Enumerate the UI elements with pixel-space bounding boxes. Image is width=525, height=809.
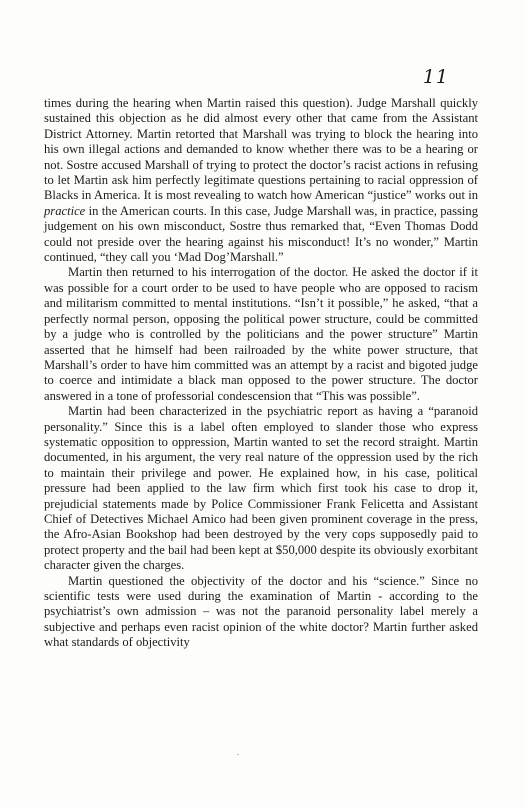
- text-segment: Martin had been characterized in the psychiatric report as having a “paranoid personality.” Since this is a label often employed to slander those who express systematic opposition to oppression, Martin wanted to set the record straight. Martin documented, in his argument, the very real nature of the oppression used by the rich to maintain their privilege and power. He explained how, in his case, political pressure had been applied to the law firm which first took his case to drop it, prejudicial statements made by Police Commissioner Frank Felicetta and Assistant Chief of Detectives Michael Amico had been given prominent coverage in the press, the Afro-Asian Bookshop had been destroyed by the very cops supposedly paid to protect property and the bail had been kept at $50,000 despite its obviously exorbitant character given the charges.: [44, 404, 478, 573]
- paragraph: [44, 574, 478, 651]
- text-segment: in the American courts. In this case, Judge Marshall was, in practice, passing judgement on his own misconduct, Sostre thus remarked that, “Even Thomas Dodd could not preside over the hearing against his misconduct! It’s no wonder,” Martin continued, “they call you ‘Mad Dog’Marshall.”: [44, 203, 478, 265]
- text-segment: times during the hearing when Martin raised this question). Judge Marshall quickly sustained this objection as he did almost every other that came from the Assistant District Attorney. Martin retorted that Marshall was trying to block the hearing into his own illegal actions and demanded to know whether there was to be a hearing or not. Sostre accused Marshall of trying to protect the doctor’s racist actions in refusing to let Martin ask him perfectly legitimate questions pertaining to racial oppression of Blacks in America. It is most revealing to watch how American “justice” works out in: [44, 96, 478, 203]
- body-text: [44, 96, 478, 651]
- text-segment: Martin then returned to his interrogation of the doctor. He asked the doctor if it was possible for a court order to be used to have people who are opposed to racism and militarism committed to mental institutions. “Isn’t it possible,” he asked, “that a perfectly normal person, opposing the political power structure, could be committed by a judge who is controlled by the politicians and the power structure” Martin asserted that he himself had been railroaded by the white power structure, that Marshall’s order to have him committed was an attempt by a racist and bigoted judge to coerce and intimidate a black man opposed to the power structure. The doctor answered in a tone of professorial condescension that “This was possible”.: [44, 265, 478, 403]
- paragraph: [44, 96, 478, 265]
- text-segment: Martin questioned the objectivity of the doctor and his “science.” Since no scientific tests were used during the examination of Martin - according to the psychiatrist’s own admission – was not the paranoid personality label merely a subjective and perhaps even racist opinion of the white doctor? Martin further asked what standards of objectivity: [44, 573, 478, 650]
- page-mark: .: [237, 747, 240, 757]
- paragraph: [44, 265, 478, 404]
- page-number: 11: [422, 66, 449, 88]
- paragraph: [44, 404, 478, 573]
- italic-text-segment: practice: [44, 203, 86, 218]
